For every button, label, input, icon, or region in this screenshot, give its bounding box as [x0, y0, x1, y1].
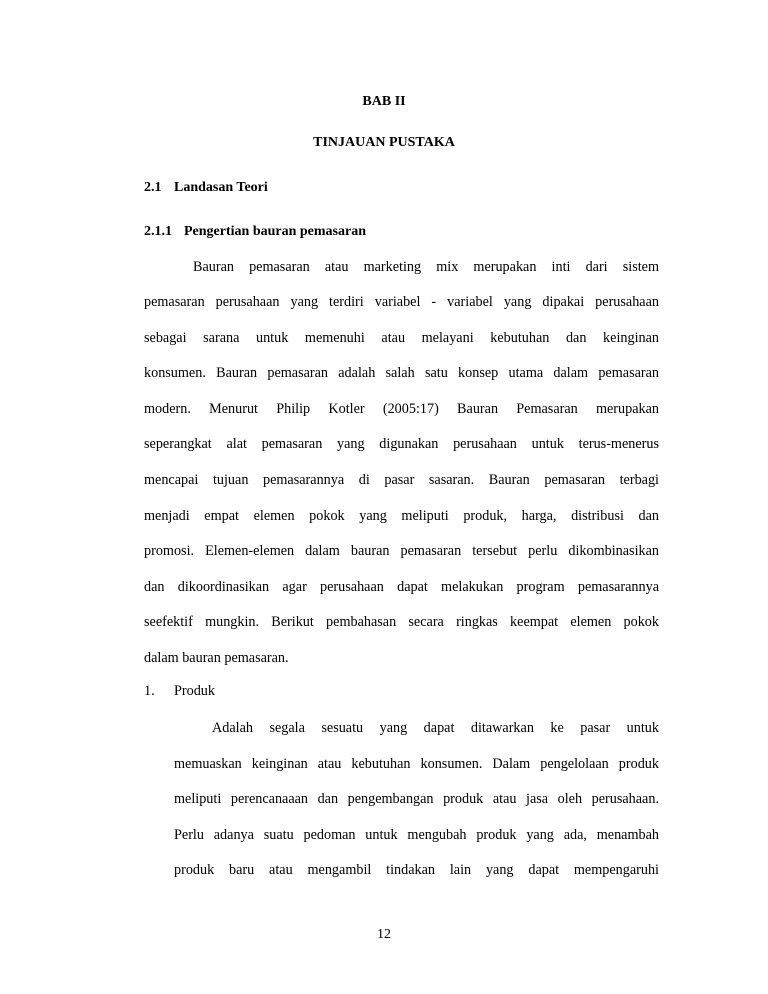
list-item-line: memuaskan keinginan atau kebutuhan konsumen. Dalam pengelolaan produk [174, 756, 659, 772]
chapter-number: BAB II [362, 94, 406, 109]
subsection-title: Pengertian bauran pemasaran [184, 224, 366, 239]
chapter-title: TINJAUAN PUSTAKA [313, 135, 455, 150]
paragraph-line: promosi. Elemen-elemen dalam bauran pemasaran tersebut perlu dikombinasikan [144, 543, 659, 559]
paragraph-line: seperangkat alat pemasaran yang digunakan perusahaan untuk terus-menerus [144, 436, 659, 452]
paragraph-line: mencapai tujuan pemasarannya di pasar sasaran. Bauran pemasaran terbagi [144, 472, 659, 488]
page-number: 12 [377, 927, 391, 942]
paragraph-line: seefektif mungkin. Berikut pembahasan secara ringkas keempat elemen pokok [144, 614, 659, 630]
paragraph-line: dan dikoordinasikan agar perusahaan dapat melakukan program pemasarannya [144, 579, 659, 595]
list-item-number: 1. [144, 683, 155, 699]
paragraph-line: menjadi empat elemen pokok yang meliputi produk, harga, distribusi dan [144, 508, 659, 524]
paragraph-line: modern. Menurut Philip Kotler (2005:17) Bauran Pemasaran merupakan [144, 401, 659, 417]
subsection-heading [144, 224, 366, 240]
paragraph-line: dalam bauran pemasaran. [144, 650, 289, 666]
section-number: 2.1 [144, 180, 162, 195]
list-item-heading [144, 683, 215, 700]
list-item-line: meliputi perencanaaan dan pengembangan produk atau jasa oleh perusahaan. [174, 791, 659, 807]
section-title: Landasan Teori [174, 180, 268, 195]
list-item-line: produk baru atau mengambil tindakan lain yang dapat mempengaruhi [174, 862, 659, 878]
subsection-number: 2.1.1 [144, 224, 172, 239]
paragraph-line: pemasaran perusahaan yang terdiri variabel - variabel yang dipakai perusahaan [144, 294, 659, 310]
paragraph-line: konsumen. Bauran pemasaran adalah salah satu konsep utama dalam pemasaran [144, 365, 659, 381]
paragraph-line: sebagai sarana untuk memenuhi atau melayani kebutuhan dan keinginan [144, 330, 659, 346]
paragraph-line: Bauran pemasaran atau marketing mix merupakan inti dari sistem [193, 259, 659, 275]
list-item-title: Produk [174, 683, 215, 699]
list-item-line: Perlu adanya suatu pedoman untuk mengubah produk yang ada, menambah [174, 827, 659, 843]
list-item-line: Adalah segala sesuatu yang dapat ditawarkan ke pasar untuk [212, 720, 659, 736]
section-heading [144, 180, 268, 196]
